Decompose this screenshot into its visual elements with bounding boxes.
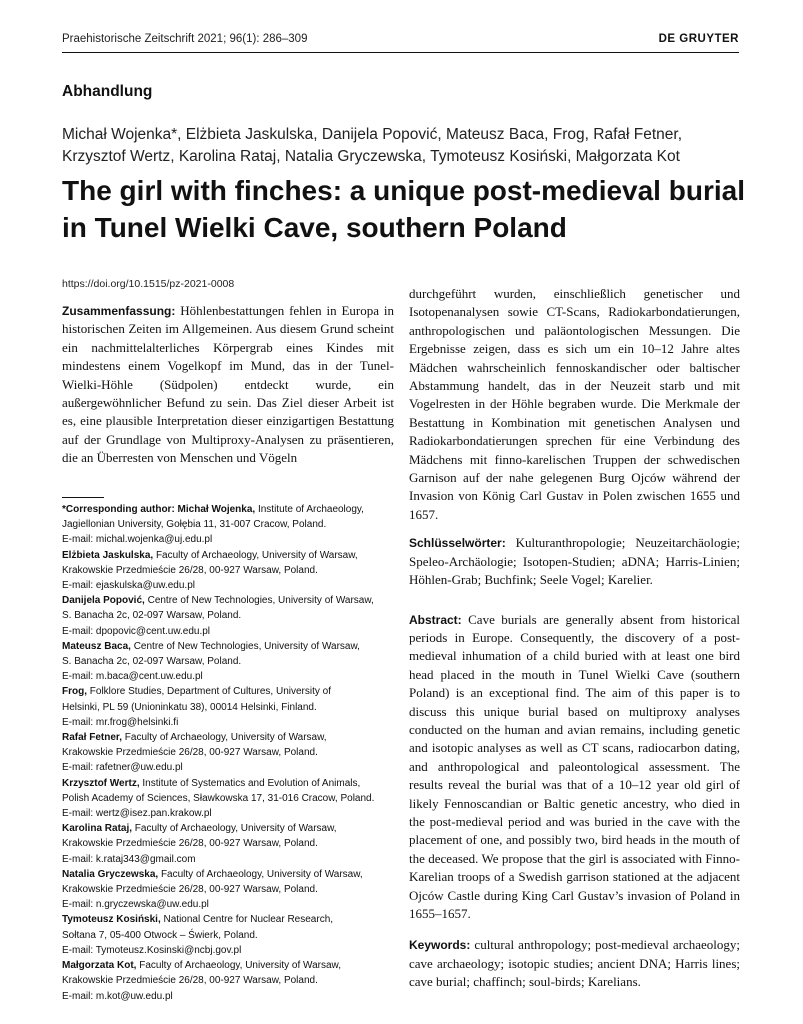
affiliation-author-name: Danijela Popović,: [62, 595, 145, 607]
abstract-label: Abstract:: [409, 612, 462, 627]
affiliation-entry: [62, 502, 402, 548]
affiliation-line: [62, 502, 402, 517]
affiliation-email[interactable]: E-mail: michal.wojenka@uj.edu.pl: [62, 534, 213, 546]
keywords-text: cultural anthropology; post-medieval archaeology; cave archaeology; isotopic studies; ancient DNA; Harris lines; cave burial; chaffinch; soul-birds; Karelians.: [409, 937, 741, 990]
affiliation-institution: Institute of Systematics and Evolution of Animals,: [139, 777, 361, 789]
affiliation-email[interactable]: E-mail: m.baca@cent.uw.edu.pl: [62, 671, 203, 683]
author-affiliations: [62, 502, 402, 1004]
affiliation-institution: Centre of New Technologies, University of Warsaw,: [130, 640, 360, 652]
affiliation-address: Jagiellonian University, Gołębia 11, 31-007 Cracow, Poland.: [62, 519, 327, 531]
affiliation-email[interactable]: E-mail: n.gryczewska@uw.edu.pl: [62, 899, 209, 911]
affiliation-institution: Faculty of Archaeology, University of Warsaw,: [132, 823, 337, 835]
affiliation-author-name: Mateusz Baca,: [62, 640, 131, 652]
affiliation-line: [62, 821, 402, 836]
doi-link[interactable]: https://doi.org/10.1515/pz-2021-0008: [62, 278, 235, 290]
affiliation-line: [62, 684, 402, 699]
affiliation-author-name: Tymoteusz Kosiński,: [62, 914, 161, 926]
affiliation-address: Krakowskie Przedmieście 26/28, 00-927 Warsaw, Poland.: [62, 838, 318, 850]
affiliation-address: Krakowskie Przedmieście 26/28, 00-927 Warsaw, Poland.: [62, 884, 318, 896]
abstract-text: Cave burials are generally absent from historical periods in Europe. Consequently, the discovery of a post-medieval inhumation of a child buried with at least one bird head placed in the mouth in Tunel Wielki Cave (southern Poland) is an exceptional find. The aim of this paper is to discuss this unique burial based on multiproxy analyses conducted on the human and avian remains, including genetic and isotopic analyses as well as CT scans, radiocarbon dating, and anthropological and paleontological assessment. The results reveal the burial was that of a 10–12 year old girl of likely Fennoscandian or Baltic genetic ancestry, who died in the post-medieval period and was buried in the cave with the placement of one, and possibly two, bird heads in the mouth of the deceased. We propose that the girl is associated with Finno-Karelian troops of a Swedish garrison stationed at the adjacent Ojców Castle during King Carl Gustav’s invasion of Poland in 1655–1657.: [409, 611, 741, 921]
affiliation-email[interactable]: E-mail: mr.frog@helsinki.fi: [62, 716, 179, 728]
keywords-label: Keywords:: [409, 938, 471, 953]
affiliation-entry: [62, 867, 402, 913]
zusammenfassung-paragraph-continued: durchgeführt wurden, einschließlich genetischer und Isotopenanalysen sowie CT-Scans, Radiokarbondatierungen, anthropologischen und paläontologischen Messungen. Die Ergebnisse zeigen, dass es sich um ein 10–12 Jahre altes Mädchen wahrscheinlich fennoskandischer oder baltischer Abstammung handelt, das in der Neuzeit starb und mit Vogelresten in der Höhle begraben wurde. Die Merkmale der Bestattung in Kombination mit genetischen Analysen und Radiokarbondatierungen sprechen für eine Verbindung des Mädchens mit finno-karelischen Truppen der schwedischen Garnison auf der nahe gelegenen Burg Ojców während der Invasion von König Carl Gustav in Polen zwischen 1655 und 1657.: [409, 286, 740, 522]
affiliation-entry: [62, 548, 402, 594]
affiliation-email[interactable]: E-mail: k.rataj343@gmail.com: [62, 853, 196, 865]
schluesselwoerter-text: Kulturanthropologie; Neuzeitarchäologie; Speleo-Archäologie; Isotopen-Studien; aDNA; Harris-Linien; Höhlen-Grab; Buchfink; Seele Vogel; Karelier.: [409, 535, 740, 588]
affiliation-line: [62, 958, 402, 973]
affiliation-email[interactable]: E-mail: dpopovic@cent.uw.edu.pl: [62, 625, 211, 637]
affiliation-email[interactable]: E-mail: wertz@isez.pan.krakow.pl: [62, 808, 212, 820]
affiliation-entry: [62, 776, 402, 822]
affiliation-line: [62, 639, 402, 654]
affiliation-author-name: *Corresponding author: Michał Wojenka,: [62, 504, 256, 515]
author-line: Michał Wojenka*, Elżbieta Jaskulska, Danijela Popović, Mateusz Baca, Frog, Rafał Fetner,: [62, 126, 682, 143]
affiliation-entry: [62, 730, 402, 776]
affiliation-entry: [62, 958, 402, 1004]
article-title: The girl with finches: a unique post-medieval burial in Tunel Wielki Cave, southern Poland: [62, 175, 745, 243]
affiliation-address: Krakowskie Przedmieście 26/28, 00-927 Warsaw, Poland.: [62, 564, 318, 576]
affiliation-line: [62, 867, 402, 882]
affiliation-institution: Centre of New Technologies, University of Warsaw,: [144, 595, 374, 607]
affiliation-entry: [62, 593, 402, 639]
affiliation-line: [62, 912, 402, 927]
affiliation-author-name: Elżbieta Jaskulska,: [62, 549, 154, 561]
affiliation-author-name: Frog,: [62, 686, 87, 698]
affiliation-email[interactable]: E-mail: rafetner@uw.edu.pl: [62, 762, 183, 774]
affiliation-institution: Institute of Archaeology,: [255, 504, 364, 515]
footnote-rule: [62, 497, 104, 498]
running-header-journal: Praehistorische Zeitschrift 2021; 96(1): 286–309: [62, 33, 308, 45]
affiliation-institution: Faculty of Archaeology, University of Warsaw,: [122, 732, 327, 744]
zusammenfassung-label: Zusammenfassung:: [62, 304, 176, 318]
affiliation-line: [62, 776, 402, 791]
affiliation-line: [62, 730, 402, 745]
affiliation-author-name: Krzysztof Wertz,: [62, 777, 140, 789]
publisher-logo: DE GRUYTER: [658, 33, 739, 45]
affiliation-entry: [62, 639, 402, 685]
affiliation-address: Sołtana 7, 05-400 Otwock – Świerk, Poland.: [62, 929, 258, 941]
schluesselwoerter-paragraph: [409, 534, 740, 589]
left-column: [62, 302, 394, 468]
affiliation-author-name: Małgorzata Kot,: [62, 960, 137, 972]
affiliation-institution: Folklore Studies, Department of Cultures, University of: [87, 686, 331, 698]
affiliation-email[interactable]: E-mail: ejaskulska@uw.edu.pl: [62, 580, 195, 592]
affiliation-author-name: Natalia Gryczewska,: [62, 868, 159, 880]
affiliation-address: Helsinki, PL 59 (Unioninkatu 38), 00014 Helsinki, Finland.: [62, 701, 317, 713]
affiliation-address: Krakowskie Przedmieście 26/28, 00-927 Warsaw, Poland.: [62, 747, 318, 759]
affiliation-institution: National Centre for Nuclear Research,: [160, 914, 334, 926]
abstract-paragraph: [409, 611, 740, 924]
affiliation-address: S. Banacha 2c, 02-097 Warsaw, Poland.: [62, 656, 242, 668]
affiliation-address: S. Banacha 2c, 02-097 Warsaw, Poland.: [62, 610, 242, 622]
affiliation-address: Krakowskie Przedmieście 26/28, 00-927 Warsaw, Poland.: [62, 975, 318, 987]
affiliation-author-name: Rafał Fetner,: [62, 732, 123, 744]
affiliation-email[interactable]: E-mail: Tymoteusz.Kosinski@ncbj.gov.pl: [62, 944, 242, 956]
zusammenfassung-text-part1: Höhlenbestattungen fehlen in Europa in historischen Zeiten im Allgemeinen. Aus diesem Grund scheint ein nachmittelalterliches Körpergrab eines Kindes mit mindestens einem Vogelkopf im Mund, das in der Tunel-Wielki-Höhle (Südpolen) entdeckt wurde, ein außergewöhnlicher Befund zu sein. Das Ziel dieser Arbeit ist es, eine plausible Interpretation dieser einzigartigen Bestattung auf der Grundlage von Multiproxy-Analysen zu präsentieren, die an Überresten von Menschen und Vögeln: [62, 303, 394, 466]
section-label: Abhandlung: [62, 83, 153, 100]
author-list: [62, 124, 752, 168]
affiliation-author-name: Karolina Rataj,: [62, 823, 133, 835]
affiliation-line: [62, 548, 402, 563]
author-line: Krzysztof Wertz, Karolina Rataj, Natalia Gryczewska, Tymoteusz Kosiński, Małgorzata Kot: [62, 148, 680, 165]
schluesselwoerter-label: Schlüsselwörter:: [409, 536, 506, 551]
affiliation-email[interactable]: E-mail: m.kot@uw.edu.pl: [62, 990, 173, 1002]
affiliation-institution: Faculty of Archaeology, University of Warsaw,: [158, 868, 363, 880]
affiliation-address: Polish Academy of Sciences, Sławkowska 17, 31-016 Cracow, Poland.: [62, 792, 375, 804]
affiliation-entry: [62, 821, 402, 867]
affiliation-line: [62, 593, 402, 608]
right-column: [409, 285, 740, 992]
header-rule: [62, 52, 739, 53]
affiliation-institution: Faculty of Archaeology, University of Warsaw,: [136, 960, 341, 972]
zusammenfassung-paragraph: [62, 302, 394, 468]
affiliation-entry: [62, 684, 402, 730]
keywords-paragraph: [409, 936, 740, 991]
affiliation-institution: Faculty of Archaeology, University of Warsaw,: [153, 549, 358, 561]
affiliation-entry: [62, 912, 402, 958]
